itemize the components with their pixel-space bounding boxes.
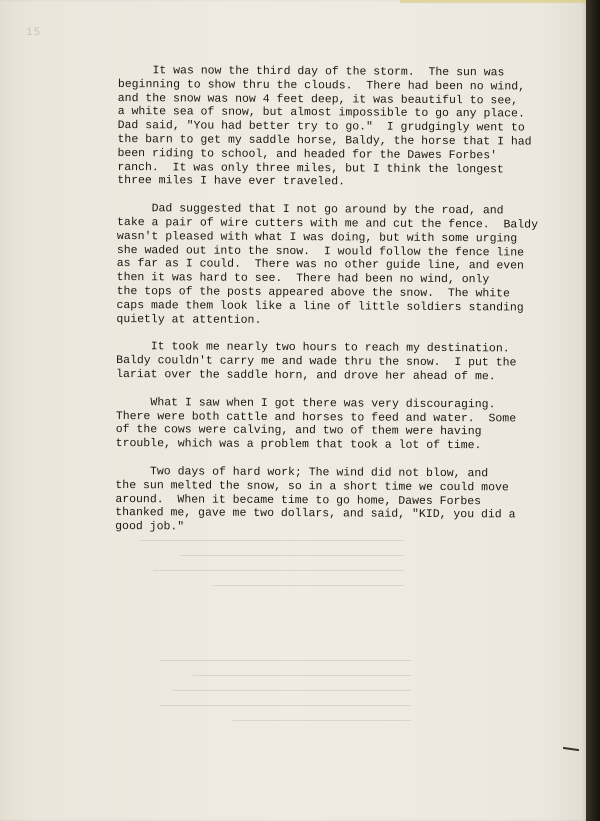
text-line: Two days of hard work; The wind did not blow, and [115,464,489,481]
text-line: trouble, which was a problem that took a lot of time. [115,437,482,453]
text-line: the sun melted the snow, so in a short time we could move [115,478,509,495]
text-line: lariat over the saddle horn, and drove her ahead of me. [116,367,496,384]
document-body [115,64,568,551]
show-through-text: ────────────────────────────────────── ───────────────────────────────── ──────────────────────────────────── ────────────────────────────────────── ─────────────────────────── [160,656,411,728]
text-line: the tops of the posts appeared above the snow. The white [116,284,511,301]
text-line: then it was hard to see. There had been no wind, only [116,271,490,287]
text-line: as far as I could. There was no other guide line, and even [116,257,524,273]
text-line: good job." [115,520,185,534]
text-line: a white sea of snow, but almost impossible to go any place. [117,105,525,121]
text-line: Dad suggested that I not go around by the road, and [117,202,504,218]
text-line: ranch. It was only three miles, but I think the longest [117,160,504,176]
paragraph [117,64,568,191]
text-line: thanked me, gave me two dollars, and said, "KID, you did a [115,506,516,522]
text-line: take a pair of wire cutters with me and cut the fence. Baldy [116,215,539,232]
text-line: caps made them look like a line of little soldiers standing [116,298,524,315]
text-line: wasn't pleased with what I was doing, but with some urging [116,229,518,246]
text-line: beginning to show thru the clouds. There had been no wind, [117,77,526,94]
paragraph [116,396,566,454]
text-line: Dad said, "You had better try to go." I grudgingly went to [117,119,525,135]
text-line: There were both cattle and horses to feed and water. Some [115,409,517,425]
scan-edge-accent [400,0,586,3]
text-line: of the cows were calving, and two of them were having [115,423,482,439]
text-line: three miles I have ever traveled. [117,174,346,189]
text-line: the barn to get my saddle horse, Baldy, the horse that I had [117,132,532,149]
text-line: around. When it became time to go home, Dawes Forbes [115,492,482,508]
text-line: and the snow was now 4 feet deep, it was beautiful to see, [117,91,519,108]
text-line: she waded out into the snow. I would follow the fence line [116,243,525,260]
paragraph [116,202,567,329]
paragraph [115,465,565,537]
text-line: been riding to school, and headed for the Dawes Forbes' [117,146,498,163]
text-line: What I saw when I got there was very discouraging. [115,395,496,412]
text-line: It was now the third day of the storm. The sun was [117,64,505,80]
text-line: It took me nearly two hours to reach my destination. [116,340,510,356]
page-number: 15 [26,27,42,39]
paragraph [116,340,566,384]
show-through-text: ──────────────────────────────────────── ────────────────────────────────── ────────────────────────────────────── ───────────────────────────── [140,536,405,593]
scan-edge-shadow [586,0,600,821]
text-line: Baldy couldn't carry me and wade thru the snow. I put the [116,354,517,370]
text-line: quietly at attention. [116,312,262,327]
